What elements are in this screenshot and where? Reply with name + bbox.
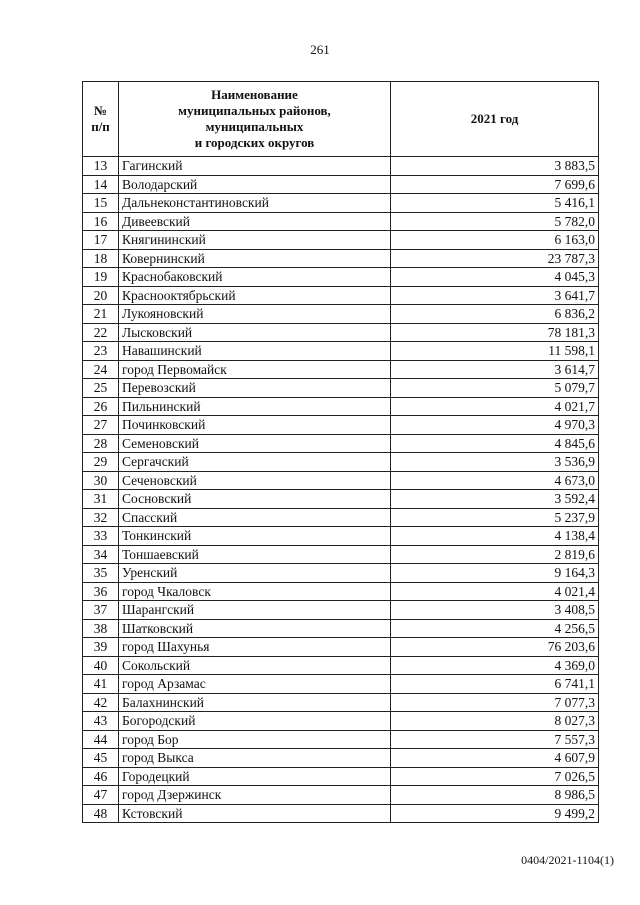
row-name: Тоншаевский (119, 545, 391, 564)
row-number: 36 (83, 582, 119, 601)
table-row (83, 305, 599, 324)
row-value: 4 021,4 (391, 582, 599, 601)
table-row (83, 508, 599, 527)
row-value: 4 673,0 (391, 471, 599, 490)
table-row (83, 786, 599, 805)
row-number: 33 (83, 527, 119, 546)
row-number: 42 (83, 693, 119, 712)
row-number: 13 (83, 157, 119, 176)
row-name: город Арзамас (119, 675, 391, 694)
table-row (83, 434, 599, 453)
row-value: 3 883,5 (391, 157, 599, 176)
row-name: Володарский (119, 175, 391, 194)
table-row (83, 527, 599, 546)
row-value: 7 077,3 (391, 693, 599, 712)
row-value: 4 045,3 (391, 268, 599, 287)
row-value: 8 027,3 (391, 712, 599, 731)
row-value: 4 138,4 (391, 527, 599, 546)
table-row (83, 397, 599, 416)
row-name: Богородский (119, 712, 391, 731)
row-number: 28 (83, 434, 119, 453)
row-value: 7 557,3 (391, 730, 599, 749)
row-name: Спасский (119, 508, 391, 527)
row-number: 39 (83, 638, 119, 657)
table-row (83, 231, 599, 250)
row-name: город Первомайск (119, 360, 391, 379)
row-number: 45 (83, 749, 119, 768)
row-name: город Чкаловск (119, 582, 391, 601)
table-row (83, 730, 599, 749)
row-number: 22 (83, 323, 119, 342)
row-name: Сеченовский (119, 471, 391, 490)
row-name: Дивеевский (119, 212, 391, 231)
row-value: 3 408,5 (391, 601, 599, 620)
row-name: Шарангский (119, 601, 391, 620)
row-number: 25 (83, 379, 119, 398)
table-row (83, 212, 599, 231)
header-num: № п/п (83, 82, 119, 157)
row-value: 5 782,0 (391, 212, 599, 231)
row-value: 3 641,7 (391, 286, 599, 305)
row-value: 4 970,3 (391, 416, 599, 435)
row-number: 26 (83, 397, 119, 416)
row-value: 5 079,7 (391, 379, 599, 398)
row-name: Лукояновский (119, 305, 391, 324)
row-value: 4 845,6 (391, 434, 599, 453)
row-number: 47 (83, 786, 119, 805)
table-row (83, 323, 599, 342)
table-row (83, 360, 599, 379)
table-row (83, 656, 599, 675)
row-name: Пильнинский (119, 397, 391, 416)
row-name: город Выкса (119, 749, 391, 768)
row-number: 48 (83, 804, 119, 823)
row-name: Краснобаковский (119, 268, 391, 287)
data-table (82, 81, 599, 823)
row-name: Сосновский (119, 490, 391, 509)
row-name: Ковернинский (119, 249, 391, 268)
row-value: 3 614,7 (391, 360, 599, 379)
row-number: 35 (83, 564, 119, 583)
row-number: 18 (83, 249, 119, 268)
table-row (83, 453, 599, 472)
row-name: Лысковский (119, 323, 391, 342)
table-body (83, 157, 599, 823)
row-value: 23 787,3 (391, 249, 599, 268)
row-number: 29 (83, 453, 119, 472)
row-value: 76 203,6 (391, 638, 599, 657)
row-number: 46 (83, 767, 119, 786)
table-row (83, 416, 599, 435)
row-name: Краснооктябрьский (119, 286, 391, 305)
table-row (83, 675, 599, 694)
table-row (83, 490, 599, 509)
row-number: 23 (83, 342, 119, 361)
row-value: 11 598,1 (391, 342, 599, 361)
row-number: 21 (83, 305, 119, 324)
row-number: 37 (83, 601, 119, 620)
row-name: Балахнинский (119, 693, 391, 712)
row-value: 6 836,2 (391, 305, 599, 324)
row-value: 7 699,6 (391, 175, 599, 194)
table-row (83, 804, 599, 823)
row-value: 5 416,1 (391, 194, 599, 213)
row-name: Семеновский (119, 434, 391, 453)
row-name: город Шахунья (119, 638, 391, 657)
table-row (83, 249, 599, 268)
table-row (83, 749, 599, 768)
row-name: Навашинский (119, 342, 391, 361)
table-row (83, 471, 599, 490)
row-number: 40 (83, 656, 119, 675)
table-row (83, 712, 599, 731)
row-number: 44 (83, 730, 119, 749)
table-row (83, 545, 599, 564)
row-value: 3 592,4 (391, 490, 599, 509)
table-row (83, 767, 599, 786)
row-name: город Бор (119, 730, 391, 749)
row-number: 31 (83, 490, 119, 509)
table-row (83, 693, 599, 712)
row-name: Шатковский (119, 619, 391, 638)
row-number: 34 (83, 545, 119, 564)
row-number: 30 (83, 471, 119, 490)
row-number: 24 (83, 360, 119, 379)
row-name: Уренский (119, 564, 391, 583)
row-value: 4 607,9 (391, 749, 599, 768)
row-number: 38 (83, 619, 119, 638)
row-name: Дальнеконстантиновский (119, 194, 391, 213)
row-name: Кстовский (119, 804, 391, 823)
row-number: 27 (83, 416, 119, 435)
row-number: 16 (83, 212, 119, 231)
row-name: город Дзержинск (119, 786, 391, 805)
table-row (83, 564, 599, 583)
table-row (83, 175, 599, 194)
row-name: Починковский (119, 416, 391, 435)
document-code: 0404/2021-1104(1) (521, 853, 614, 867)
row-value: 9 164,3 (391, 564, 599, 583)
table-row (83, 582, 599, 601)
table-row (83, 194, 599, 213)
row-name: Княгининский (119, 231, 391, 250)
row-value: 78 181,3 (391, 323, 599, 342)
table-row (83, 619, 599, 638)
row-number: 43 (83, 712, 119, 731)
table-row (83, 268, 599, 287)
row-number: 14 (83, 175, 119, 194)
table-row (83, 601, 599, 620)
row-number: 41 (83, 675, 119, 694)
row-value: 5 237,9 (391, 508, 599, 527)
row-name: Перевозский (119, 379, 391, 398)
row-value: 9 499,2 (391, 804, 599, 823)
row-value: 4 369,0 (391, 656, 599, 675)
header-year: 2021 год (391, 82, 599, 157)
row-number: 20 (83, 286, 119, 305)
row-number: 15 (83, 194, 119, 213)
table-row (83, 379, 599, 398)
row-number: 32 (83, 508, 119, 527)
row-value: 8 986,5 (391, 786, 599, 805)
row-name: Тонкинский (119, 527, 391, 546)
row-name: Сергачский (119, 453, 391, 472)
table-row (83, 157, 599, 176)
row-name: Гагинский (119, 157, 391, 176)
table-row (83, 638, 599, 657)
row-value: 4 021,7 (391, 397, 599, 416)
header-name: Наименование муниципальных районов, муниципальных и городских округов (119, 82, 391, 157)
table-header-row (83, 82, 599, 157)
table-row (83, 342, 599, 361)
row-name: Городецкий (119, 767, 391, 786)
row-name: Сокольский (119, 656, 391, 675)
row-number: 19 (83, 268, 119, 287)
row-value: 6 741,1 (391, 675, 599, 694)
row-value: 6 163,0 (391, 231, 599, 250)
row-value: 2 819,6 (391, 545, 599, 564)
row-value: 3 536,9 (391, 453, 599, 472)
table-row (83, 286, 599, 305)
row-value: 4 256,5 (391, 619, 599, 638)
row-number: 17 (83, 231, 119, 250)
row-value: 7 026,5 (391, 767, 599, 786)
page-number: 261 (310, 42, 330, 57)
